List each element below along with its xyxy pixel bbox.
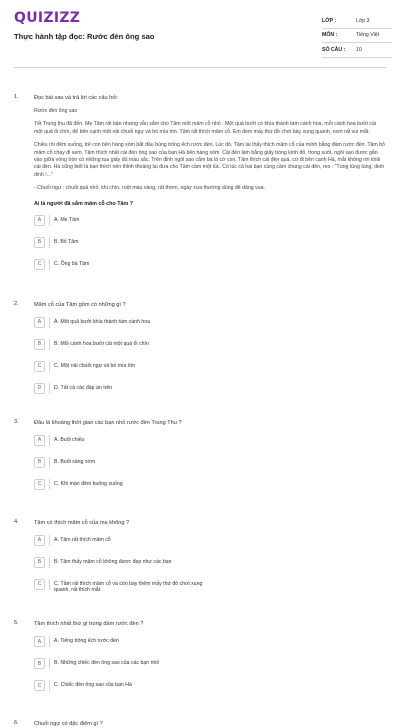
option-letter-box[interactable]: A <box>34 317 45 328</box>
answer-option-b[interactable] <box>34 339 218 350</box>
passage-paragraph: Chiều rồi đêm xuống, trẻ con bên hàng xóm bắt đầu bùng trống ếch rước đèn. Lúc đó, Tâm lại thấy thích mâm cỗ của mình bằng đám rước đèn. Tâm bỏ mâm cỗ chạy đi xem. Tâm thích nhất cái đèn ông sao của bạn Hà bên hàng xóm. Cái đèn làm bằng giấy bóng kính đỏ, trong suốt, ngôi sao được gắn vào giữa vòng tròn có những tua giấy đủ màu sắc. Trên đỉnh ngôi sao cắm ba lá cờ con. Tâm thích cái đèn quá, cứ đi bên cạnh Hà, mắt không rời khỏi cái đèn. Hà cũng biết là bạn thích nên thỉnh thoảng lại đưa cho Tâm cầm một lúc. Có lúc cả hai bạn cùng cầm chung cái đèn, reo : "Tùng tùng tùng, dinh dinh !..." <box>34 142 385 178</box>
option-letter-box[interactable]: C <box>34 361 45 372</box>
question-text: Tâm có thích mâm cỗ của mẹ không ? <box>34 519 130 526</box>
option-text: D. Tất cả các đáp án trên <box>54 384 113 391</box>
question-number: 3. <box>14 418 19 425</box>
option-text: B. Tâm thấy mâm cỗ không được đẹp như các bạn <box>54 558 172 565</box>
question-5 <box>14 620 386 702</box>
worksheet-header <box>0 0 400 60</box>
option-separator <box>49 479 50 490</box>
question-number: 2. <box>14 300 19 307</box>
option-letter-box[interactable]: A <box>34 535 45 546</box>
option-separator <box>49 579 50 590</box>
question-1 <box>14 94 386 281</box>
question-number: 5. <box>14 620 19 627</box>
answer-option-a[interactable] <box>34 215 218 226</box>
option-text: A. Tâm rất thích mâm cỗ <box>54 536 111 543</box>
option-letter-box[interactable]: C <box>34 259 45 270</box>
question-3 <box>14 419 386 501</box>
question-6 <box>14 720 386 728</box>
answer-option-c[interactable] <box>34 259 218 270</box>
option-separator <box>49 237 50 248</box>
meta-subject: MÔN : Tiếng Việt <box>322 29 392 44</box>
sub-question: Ai là người đã sắm mâm cỗ cho Tâm ? <box>34 200 134 207</box>
option-separator <box>49 457 50 468</box>
option-separator <box>49 535 50 546</box>
option-separator <box>49 259 50 270</box>
question-text: Đâu là khoảng thời gian các bạn nhỏ rước đèn Trung Thu ? <box>34 419 182 426</box>
option-text: B. Bố Tâm <box>54 238 79 245</box>
option-letter-box[interactable]: A <box>34 215 45 226</box>
answer-option-c[interactable] <box>34 680 218 691</box>
option-text: B. Buổi sáng sớm <box>54 458 96 465</box>
answer-option-a[interactable] <box>34 636 218 647</box>
question-2 <box>14 301 386 405</box>
page-title: Thực hành tập đọc: Rước đèn ông sao <box>14 32 155 41</box>
header-divider <box>14 67 386 68</box>
option-text: C. Một nải chuối ngự và bó mía tím <box>54 362 136 369</box>
answer-option-a[interactable] <box>34 535 218 546</box>
option-letter-box[interactable]: C <box>34 479 45 490</box>
answer-option-c[interactable] <box>34 579 218 594</box>
option-letter-box[interactable]: C <box>34 579 45 590</box>
answer-options <box>34 535 386 605</box>
option-text: A. Buổi chiều <box>54 436 85 443</box>
question-text: Chuối ngự có đặc điểm gì ? <box>34 721 103 728</box>
question-text: Đọc bài sau và trả lời các câu hỏi: <box>34 95 119 101</box>
question-number: 4. <box>14 518 19 525</box>
option-text: A. Mẹ Tâm <box>54 216 80 223</box>
answer-option-c[interactable] <box>34 479 218 490</box>
option-separator <box>49 636 50 647</box>
question-text: Tâm thích nhất thứ gì trong đám rước đèn ? <box>34 621 144 628</box>
passage-paragraph: - Chuối ngự : chuối quả nhỏ, khi chín, ruột màu vàng, rất thơm, ngày xưa thường dùng để dâng vua. <box>34 185 265 192</box>
quizizz-logo: QUIZIZZ <box>14 10 81 26</box>
option-separator <box>49 215 50 226</box>
answer-option-b[interactable] <box>34 457 218 468</box>
answer-option-d[interactable] <box>34 383 218 394</box>
option-separator <box>49 339 50 350</box>
option-separator <box>49 658 50 669</box>
question-list <box>14 78 386 728</box>
answer-option-a[interactable] <box>34 317 218 328</box>
answer-options <box>34 435 386 501</box>
option-letter-box[interactable]: C <box>34 680 45 691</box>
option-letter-box[interactable]: B <box>34 237 45 248</box>
option-letter-box[interactable]: B <box>34 457 45 468</box>
option-separator <box>49 557 50 568</box>
option-separator <box>49 383 50 394</box>
question-number: 1. <box>14 94 19 100</box>
option-letter-box[interactable]: D <box>34 383 45 394</box>
option-text: C. Tâm rất thích mâm cỗ và còn bày thêm mấy thứ đồ chơi xung quanh, rất thích mắt <box>54 580 203 594</box>
passage-title: Rước đèn ông sao <box>34 108 78 114</box>
option-letter-box[interactable]: B <box>34 339 45 350</box>
answer-option-c[interactable] <box>34 361 218 372</box>
question-4 <box>14 519 386 605</box>
meta-grade: LỚP : Lớp 3 <box>322 14 392 29</box>
answer-options <box>34 215 386 281</box>
answer-option-b[interactable] <box>34 557 218 568</box>
option-text: B. Mỗi cánh hoa bưởi cài một quả ổi chín <box>54 340 149 347</box>
answer-option-b[interactable] <box>34 237 218 248</box>
option-letter-box[interactable]: A <box>34 435 45 446</box>
option-separator <box>49 317 50 328</box>
option-text: A. Một quả bưởi khía thành tám cánh hoa <box>54 318 150 325</box>
answer-option-a[interactable] <box>34 435 218 446</box>
option-text: A. Tiếng trống ếch rước đèn <box>54 638 119 645</box>
answer-option-b[interactable] <box>34 658 218 669</box>
question-text: Mâm cỗ của Tâm gồm có những gì ? <box>34 301 126 308</box>
option-separator <box>49 680 50 691</box>
meta-question-count: SỐ CÂU : 10 <box>322 43 392 58</box>
option-text: C. Ông bà Tâm <box>54 260 90 267</box>
option-separator <box>49 361 50 372</box>
option-letter-box[interactable]: B <box>34 557 45 568</box>
answer-options <box>34 317 386 405</box>
option-letter-box[interactable]: A <box>34 636 45 647</box>
option-text: C. Chiếc đèn ông sao của bạn Hà <box>54 682 132 689</box>
option-text: C. Khi màn đêm buông xuống <box>54 480 123 487</box>
passage-paragraph: Tết Trung thu đã đến. Mẹ Tâm rất bận nhưng vẫn sắm cho Tâm một mâm cỗ nhỏ : Một quả bưởi có khía thành tám cánh hoa, mỗi cánh hoa bưởi cài một quả ổi chín, để bên cạnh một nải chuối ngự và bó mía tím. Tâm rất thích mâm cỗ. Em đem mấy thứ đồ chơi bày xung quanh, nom rất vui mắt. <box>34 121 377 135</box>
answer-options <box>34 636 386 702</box>
option-text: B. Những chiếc đèn ông sao của các bạn nhỏ <box>54 660 160 667</box>
option-separator <box>49 435 50 446</box>
question-number: 6. <box>14 720 19 727</box>
worksheet-meta <box>322 14 392 58</box>
option-letter-box[interactable]: B <box>34 658 45 669</box>
